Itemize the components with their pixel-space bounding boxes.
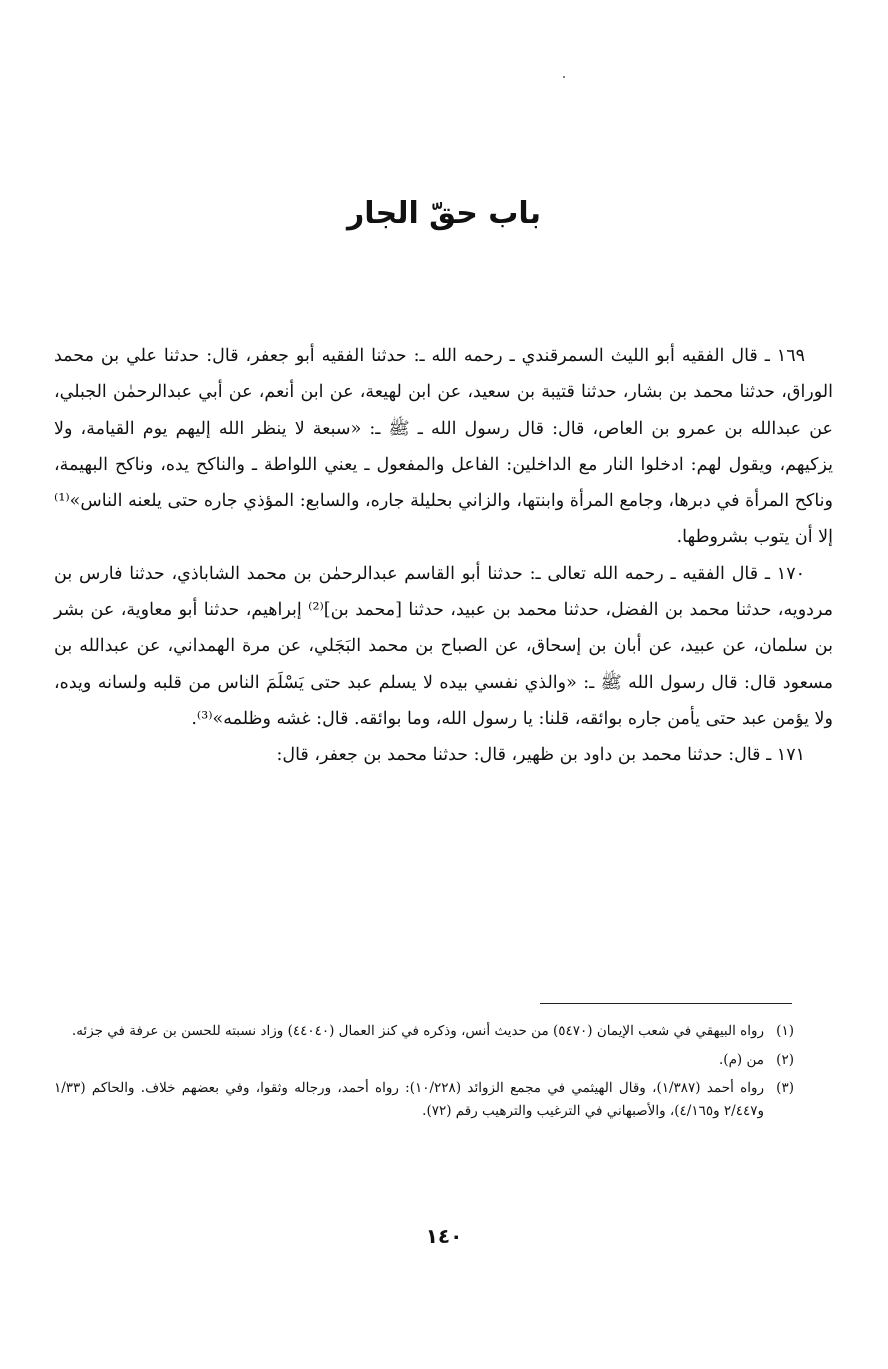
paragraph-171: ١٧١ ـ قال: حدثنا محمد بن داود بن ظهير، قال: حدثنا محمد بن جعفر، قال: (276, 745, 805, 766)
footnote-number: (١) (776, 1023, 794, 1039)
chapter-title: باب حقّ الجار (347, 196, 541, 231)
paragraph-170: ١٧٠ ـ قال الفقيه ـ رحمه الله تعالى ـ: حدثنا أبو القاسم عبدالرحمٰن بن محمد الشاباذي، حدثنا فارس بن مردويه، حدثنا محمد بن الفضل، حدثنا محمد بن عبيد، حدثنا [محمد بن]⁽²⁾ إبراهيم، حدثنا أبو معاوية، عن بشر بن سلمان، عن عبيد، عن أبان بن إسحاق، عن الصباح بن محمد البَجَلي، عن مرة الهمداني، عن عبدالله بن مسعود قال: قال رسول الله ﷺ ـ: «والذي نفسي بيده لا يسلم عبد حتى يَسْلَمَ الناس من قلبه ولسانه ويده، ولا يؤمن عبد حتى يأمن جاره بوائقه، قلنا: يا رسول الله، وما بوائقه. قال: غشه وظلمه»⁽³⁾. (54, 563, 833, 729)
main-text (54, 338, 833, 774)
paragraph-169: ١٦٩ ـ قال الفقيه أبو الليث السمرقندي ـ رحمه الله ـ: حدثنا الفقيه أبو جعفر، قال: حدثنا علي بن محمد الوراق، حدثنا محمد بن بشار، حدثنا قتيبة بن سعيد، عن ابن لهيعة، عن ابن أنعم، عن أبي عبدالرحمٰن الجبلي، عن عبدالله بن عمرو بن العاص، قال: قال رسول الله ـ ﷺ ـ: «سبعة لا ينظر الله إليهم يوم القيامة، ولا يزكيهم، ويقول لهم: ادخلوا النار مع الداخلين: الفاعل والمفعول ـ يعني اللواطة ـ والناكح يده، وناكح البهيمة، وناكح المرأة في دبرها، وجامع المرأة وابنتها، والزاني بحليلة جاره، والسابع: المؤذي جاره حتى يلعنه الناس»⁽¹⁾ إلا أن يتوب بشروطها. (54, 346, 833, 548)
footnote-3 (54, 1077, 794, 1122)
scan-speck (563, 76, 565, 78)
footnote-2 (54, 1049, 794, 1072)
footnote-text: من (م). (719, 1051, 764, 1068)
footnote-1 (54, 1020, 794, 1043)
footnotes (54, 1020, 794, 1128)
footnote-text: رواه أحمد (١/٣٨٧)، وقال الهيثمي في مجمع الزوائد (١٠/٢٢٨): رواه أحمد، ورجاله وثقوا، وفي بعضهم خلاف. والحاكم (١/٣٣ و٢/٤٤٧ و٤/١٦٥)، والأصبهاني في الترغيب والترهيب رقم (٧٢). (54, 1080, 764, 1119)
footnote-text: رواه البيهقي في شعب الإيمان (٥٤٧٠) من حديث أنس، وذكره في كنز العمال (٤٤٠٤٠) وزاد نسبته للحسن بن عرفة في جزئه. (71, 1023, 764, 1039)
footnote-number: (٢) (776, 1051, 794, 1068)
page-number: ١٤٠ (425, 1224, 463, 1248)
footnote-separator (540, 1003, 792, 1004)
footnote-number: (٣) (776, 1080, 794, 1096)
